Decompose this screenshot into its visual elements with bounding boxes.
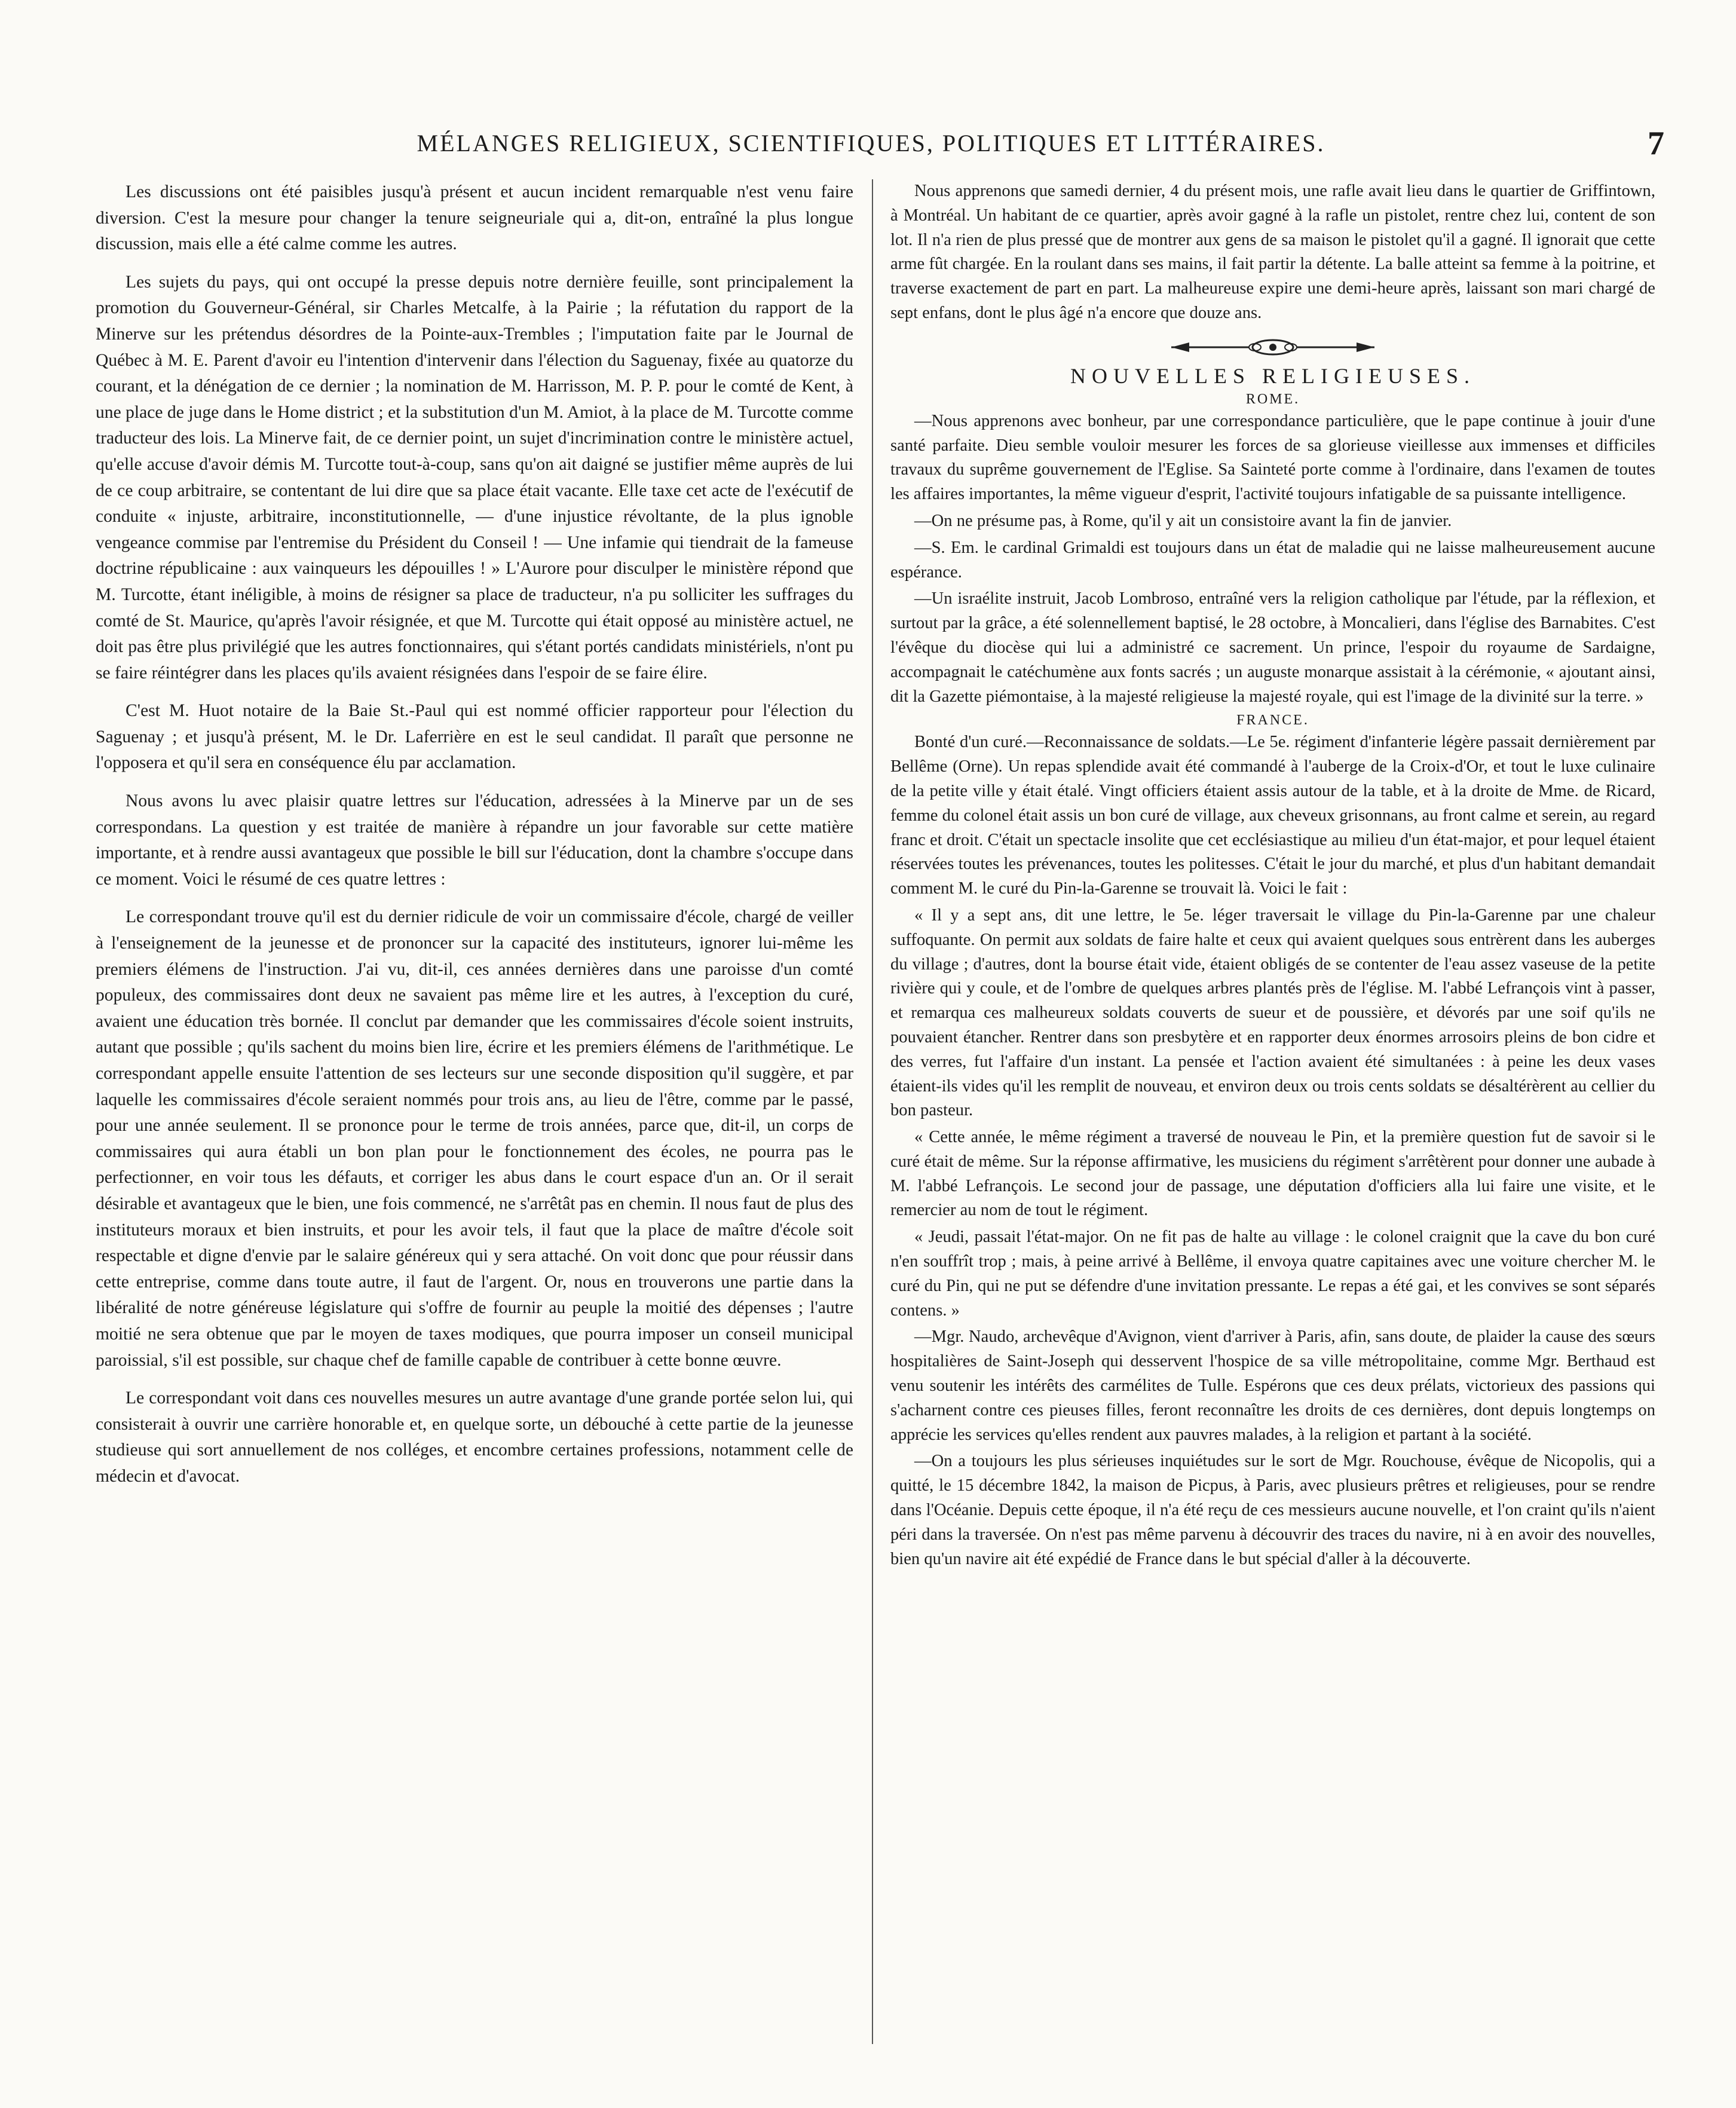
article-paragraph: C'est M. Huot notaire de la Baie St.-Paul qui est nommé officier rapporteur pour l'élection du Saguenay ; et jusqu'à présent, M. le Dr. Laferrière en est le seul candidat. Il paraît que personne ne l'opposera et qu'il sera en conséquence élu par acclamation.: [96, 701, 853, 773]
news-item: —Mgr. Naudo, archevêque d'Avignon, vient d'arriver à Paris, afin, sans doute, de plaider la cause des sœurs hospitalières de Saint-Joseph qui desservent l'hospice de sa ville métropolitaine, comme Mgr. Berthaud est venu soutenir les intérêts des carmélites de Tulle. Espérons que ces deux prélats, victorieux des passions qui s'acharnent contre ces pieuses filles, feront reconnaître les droits de ces dernières, dont depuis longtemps on apprécie les services qu'elles rendent aux pauvres malades, à la religion et partant à la société.: [890, 1327, 1655, 1444]
news-item: « Jeudi, passait l'état-major. On ne fit pas de halte au village : le colonel craignit que la cave du bon curé n'en souffrît trop ; mais, à peine arrivé à Bellême, il envoya quatre capitaines avec une voiture chercher M. le curé du Pin, qui ne put se défendre d'une invitation pressante. Le repas a été gai, et les convives se sont séparés contens. »: [890, 1228, 1655, 1320]
article-paragraph: Nous avons lu avec plaisir quatre lettres sur l'éducation, adressées à la Minerve par un de ses correspondans. La question y est traitée de manière à répandre un jour favorable sur cette matière importante, et à rendre aussi avantageux que possible le bill sur l'éducation, dont la chambre s'occupe dans ce moment. Voici le résumé de ces quatre lettres :: [96, 791, 853, 889]
column-divider: [872, 179, 873, 2044]
ornament-divider: [1165, 335, 1380, 359]
news-item: —Nous apprenons avec bonheur, par une correspondance particulière, que le pape continue à jouir d'une santé parfaite. Dieu semble vouloir mesurer les forces de sa glorieuse vieillesse aux immenses et difficiles travaux du suprême gouvernement de l'Eglise. Sa Sainteté porte comme à l'ordinaire, dans l'examen de toutes les affaires importantes, la même vigueur d'esprit, l'activité toujours infatigable de sa puissante intelligence.: [890, 411, 1655, 504]
right-column: [890, 179, 1655, 2062]
article-paragraph: Les discussions ont été paisibles jusqu'à présent et aucun incident remarquable n'est venu faire diversion. C'est la mesure pour changer la tenure seigneuriale qui a, dit-on, entraîné la plus longue discussion, mais elle a été calme comme les autres.: [96, 182, 853, 254]
france-heading: FRANCE.: [1236, 712, 1309, 729]
news-item: « Cette année, le même régiment a traversé de nouveau le Pin, et la première question fut de savoir si le curé était de même. Sur la réponse affirmative, les musiciens du régiment s'arrêtèrent pour donner une aubade à M. l'abbé Lefrançois. Le second jour de passage, une députation d'officiers alla lui faire une visite, et le remercier au nom de tout le régiment.: [890, 1128, 1655, 1220]
news-item: —On a toujours les plus sérieuses inquiétudes sur le sort de Mgr. Rouchouse, évêque de Nicopolis, qui a quitté, le 15 décembre 1842, la maison de Picpus, à Paris, avec plusieurs prêtres et religieuses, pour se rendre dans l'Océanie. Depuis cette époque, il n'a été reçu de ces messieurs aucune nouvelle, et l'on craint qu'ils n'aient péri dans la traversée. On n'est pas même parvenu à découvrir des traces du navire, ni à en avoir des nouvelles, bien qu'un navire ait été expédié de France dans le but spécial d'aller à la découverte.: [890, 1452, 1655, 1568]
article-paragraph: Le correspondant voit dans ces nouvelles mesures un autre avantage d'une grande portée selon lui, qui consisterait à ouvrir une carrière honorable et, en quelque sorte, un débouché à cette partie de la jeunesse studieuse qui sort annuellement de nos colléges, et encombre certaines professions, notamment celle de médecin et d'avocat.: [96, 1388, 853, 1486]
news-item: —S. Em. le cardinal Grimaldi est toujours dans un état de maladie qui ne laisse malheureusement aucune espérance.: [890, 538, 1655, 582]
news-paragraph: Nous apprenons que samedi dernier, 4 du présent mois, une rafle avait lieu dans le quartier de Griffintown, à Montréal. Un habitant de ce quartier, après avoir gagné à la rafle un pistolet, rentre chez lui, content de son lot. Il n'a rien de plus pressé que de montrer aux gens de sa maison le pistolet qu'il a gagné. Il ignorait que cette arme fût chargée. En la roulant dans ses mains, il fait partir la détente. La balle atteint sa femme à la poitrine, et traverse exactement de part en part. La malheureuse expire une demi-heure après, laissant son mari chargé de sept enfans, dont le plus âgé n'a encore que douze ans.: [890, 182, 1655, 322]
news-item: Bonté d'un curé.—Reconnaissance de soldats.—Le 5e. régiment d'infanterie légère passait dernièrement par Bellême (Orne). Un repas splendide avait été commandé à l'auberge de la Croix-d'Or, et tout le luxe culinaire de la petite ville y était étalé. Vingt officiers étaient assis autour de la table, et à la droite de Mme. de Ricard, femme du colonel était assis un bon curé de village, aux cheveux grisonnans, au front calme et serein, au regard franc et droit. C'était un spectacle insolite que cet ecclésiastique au milieu d'un état-major, et pour lequel étaient réservées toutes les prévenances, toutes les politesses. C'était le jour du marché, et plus d'un habitant demandait comment M. le curé du Pin-la-Garenne se trouvait là. Voici le fait :: [890, 733, 1655, 898]
rome-heading: ROME.: [1245, 391, 1300, 407]
page-number: 7: [1648, 125, 1664, 162]
news-item: —On ne présume pas, à Rome, qu'il y ait un consistoire avant la fin de janvier.: [914, 511, 1452, 530]
news-item: « Il y a sept ans, dit une lettre, le 5e. léger traversait le village du Pin-la-Garenne par une chaleur suffoquante. On permit aux soldats de faire halte et ceux qui avaient quelques sous entrèrent dans les auberges du village ; d'autres, dont la bourse était vide, étaient obligés de se contenter de l'eau assez vaseuse de la petite rivière qui y coule, et de l'ombre de quelques arbres plantés près de l'église. M. l'abbé Lefrançois vint à passer, et remarqua ces malheureux soldats couverts de sueur et de poussière, et dévorés par une soif qu'ils ne pouvaient étancher. Rentrer dans son presbytère et en rapporter deux énormes arrosoirs pleins de bon cidre et des verres, fut l'affaire d'un instant. La pensée et l'action avaient été simultanées : à peine les deux vases étaient-ils vides qu'il les remplit de nouveau, et environ deux ou trois cents soldats se désaltérèrent au cellier du bon pasteur.: [890, 905, 1655, 1120]
running-title: MÉLANGES RELIGIEUX, SCIENTIFIQUES, POLITIQUES ET LITTÉRAIRES.: [417, 130, 1325, 157]
news-item: —Un israélite instruit, Jacob Lombroso, entraîné vers la religion catholique par l'étude, par la réflexion, et surtout par la grâce, a été solennellement baptisé, le 28 octobre, à Moncalieri, dans l'église des Barnabites. C'est l'évêque du diocèse qui lui a administré ce sacrement. Un prince, l'espoir du royaume de Sardaigne, accompagnait le catéchumène aux fonts sacrés ; un auguste monarque assistait à la cérémonie, « ajoutant ainsi, dit la Gazette piémontaise, à la majesté religieuse la majesté royale, qui est l'image de la divinité sur la terre. »: [890, 589, 1655, 706]
article-paragraph: Les sujets du pays, qui ont occupé la presse depuis notre dernière feuille, sont principalement la promotion du Gouverneur-Général, sir Charles Metcalfe, à la Pairie ; la réfutation du rapport de la Minerve sur les prétendus désordres de la Pointe-aux-Trembles ; l'imputation faite par le Journal de Québec à M. E. Parent d'avoir eu l'intention d'intervenir dans l'élection du Saguenay, fixée au quatorze du courant, et la dénégation de ce dernier ; la nomination de M. Harrisson, M. P. P. pour le comté de Kent, à une place de juge dans le Home district ; et la substitution d'un M. Amiot, à la place de M. Turcotte comme traducteur des lois. La Minerve fait, de ce dernier point, un sujet d'incrimination contre le ministère actuel, qu'elle accuse d'avoir démis M. Turcotte tout-à-coup, sans qu'on ait daigné se justifier même auprès de lui de ce coup arbitraire, se contentant de lui dire que sa place était vacante. Elle taxe cet acte de l'exécutif de conduite « injuste, arbitraire, inconstitutionnelle, — d'une injustice révoltante, de la plus ignoble vengeance commise par l'entremise du Président du Conseil ! — Une infamie qui tiendrait de la fameuse doctrine républicaine : aux vainqueurs les dépouilles ! » L'Aurore pour disculper le ministère répond que M. Turcotte, étant inéligible, à moins de résigner sa place de traducteur, n'a pu solliciter les suffrages du comté de St. Maurice, qu'après l'avoir résignée, et que M. Turcotte qui était opposé au ministère actuel, ne doit pas être plus privilégié que les autres fonctionnaires, qui s'étant portés candidats ministériels, n'ont pu se faire réintégrer dans les places qu'ils avaient résignées dans l'espoir de se faire élire.: [96, 272, 853, 683]
page-header: [78, 123, 1664, 164]
section-title: NOUVELLES RELIGIEUSES.: [1070, 363, 1475, 388]
left-column: [96, 179, 853, 2062]
article-paragraph: Le correspondant trouve qu'il est du dernier ridicule de voir un commissaire d'école, chargé de veiller à l'enseignement de la jeunesse et de prononcer sur la capacité des instituteurs, ignorer lui-même les premiers élémens de l'instruction. J'ai vu, dit-il, ces années dernières dans une paroisse d'un comté populeux, des commissaires dont deux ne savaient pas même lire et les autres, à l'exception du curé, avaient une éducation très bornée. Il conclut par demander que les commissaires d'école soient instruits, autant que possible ; qu'ils sachent du moins bien lire, écrire et les premiers élémens de l'arithmétique. Le correspondant appelle ensuite l'attention de ses lecteurs sur une seconde disposition qu'il suggère, et par laquelle les commissaires d'école seraient nommés pour trois ans, au lieu de l'être, comme par le passé, pour une année seulement. Il se prononce pour le terme de trois années, parce que, dit-il, un corps de commissaires qui aura établi un bon plan pour le fonctionnement des écoles, ne pourra pas le perfectionner, en voir tous les défauts, et corriger les abus dans le court espace d'un an. Or il serait désirable et avantageux que le bien, une fois commencé, ne s'arrêtât pas en chemin. Il nous faut de plus des instituteurs moraux et bien instruits, et pour les avoir tels, il faut que la place de maître d'école soit respectable et digne d'envie par le salaire généreux qui y sera attaché. On voit donc que pour réussir dans cette entreprise, comme dans toute autre, il faut de l'argent. Or, nous en trouverons une partie dans la libéralité de notre généreuse législature qui s'offre de fournir au peuple la moitié des dépenses ; l'autre moitié ne sera obtenue que par le moyen de taxes modiques, que pourra imposer un conseil municipal paroissial, s'il est possible, sur chaque chef de famille capable de contribuer à cette bonne œuvre.: [96, 907, 853, 1370]
